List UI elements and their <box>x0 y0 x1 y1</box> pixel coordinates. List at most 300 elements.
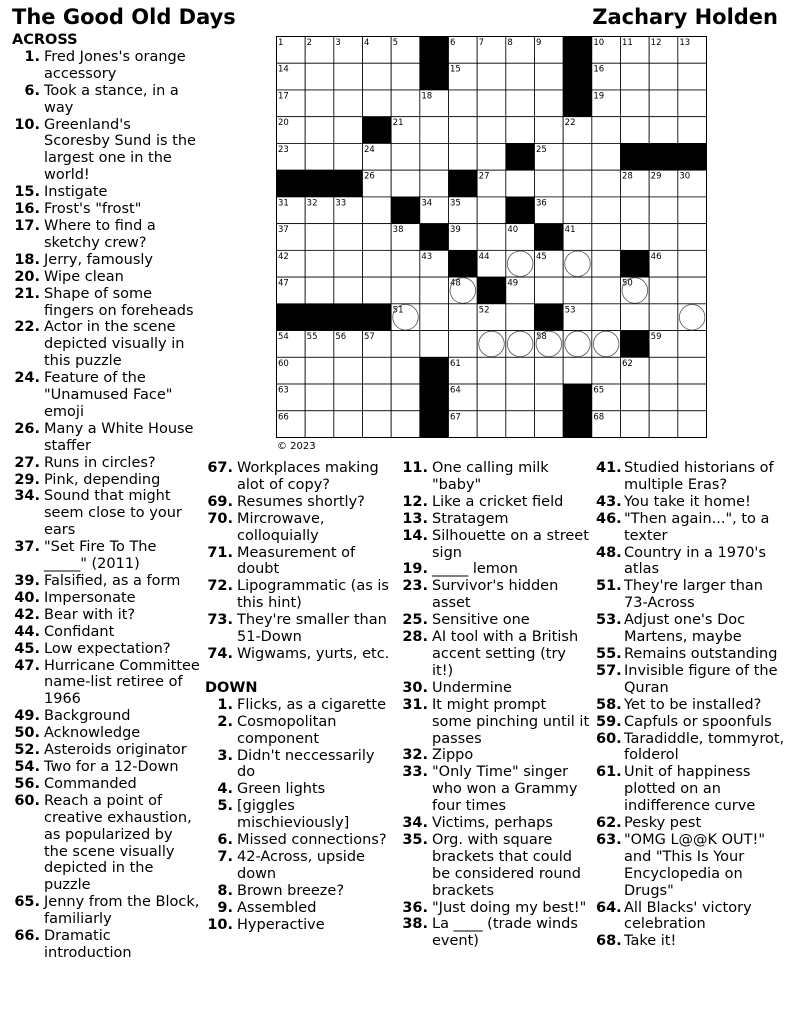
down-clue[interactable] <box>205 781 395 798</box>
clue-number: 71. <box>207 544 233 561</box>
grid-cell[interactable] <box>334 277 363 304</box>
down-clue[interactable] <box>400 612 590 629</box>
clue-number: 63. <box>596 831 622 848</box>
grid-cell[interactable] <box>334 384 363 411</box>
down-clue[interactable] <box>400 629 590 680</box>
clue-number: 67. <box>207 460 233 476</box>
grid-cell[interactable] <box>506 384 535 411</box>
clue-number: 5. <box>217 798 233 815</box>
grid-block <box>420 37 449 64</box>
across-clue[interactable] <box>12 421 200 455</box>
clue-number: 66. <box>14 928 40 945</box>
grid-cell[interactable] <box>592 117 621 144</box>
grid-cell[interactable] <box>449 331 478 358</box>
across-clue[interactable] <box>205 545 395 579</box>
clue-text: You take it home! <box>624 493 751 510</box>
grid-cell[interactable] <box>535 411 564 438</box>
cell-number: 36 <box>536 198 547 209</box>
grid-cell[interactable] <box>477 143 506 170</box>
down-clue[interactable] <box>205 917 395 934</box>
down-clue[interactable] <box>596 578 788 612</box>
across-clue[interactable] <box>12 117 200 185</box>
grid-cell[interactable] <box>678 90 707 117</box>
grid-cell[interactable] <box>305 384 334 411</box>
clue-text: Instigate <box>44 184 108 201</box>
grid-cell[interactable] <box>391 411 420 438</box>
grid-cell[interactable] <box>678 411 707 438</box>
grid-cell[interactable] <box>305 224 334 251</box>
grid-cell[interactable] <box>477 197 506 224</box>
grid-cell[interactable] <box>506 63 535 90</box>
grid-cell[interactable] <box>334 90 363 117</box>
clue-text: Jerry, famously <box>44 251 154 268</box>
grid-block <box>621 331 650 358</box>
across-clue[interactable] <box>12 201 200 218</box>
grid-cell[interactable] <box>363 384 392 411</box>
clue-text: Brown breeze? <box>237 882 345 899</box>
down-clue[interactable] <box>400 916 590 950</box>
grid-cell[interactable] <box>506 304 535 331</box>
down-clue[interactable] <box>400 680 590 697</box>
grid-cell[interactable] <box>678 117 707 144</box>
grid-cell[interactable] <box>592 250 621 277</box>
clue-text: They're smaller than 51-Down <box>237 612 387 646</box>
cell-number: 62 <box>622 358 633 369</box>
cell-number: 20 <box>278 118 289 129</box>
grid-cell[interactable] <box>621 90 650 117</box>
grid-cell[interactable] <box>649 224 678 251</box>
grid-cell[interactable] <box>305 143 334 170</box>
down-clue[interactable] <box>205 832 395 849</box>
down-clue[interactable] <box>205 714 395 748</box>
across-clue[interactable] <box>12 49 200 83</box>
grid-cell[interactable] <box>563 357 592 384</box>
cell-number: 23 <box>278 144 289 155</box>
grid-cell[interactable] <box>477 357 506 384</box>
grid-cell[interactable] <box>420 170 449 197</box>
down-clue[interactable] <box>400 528 590 562</box>
clue-text: Jenny from the Block, familiarly <box>44 894 200 928</box>
clue-text: Flicks, as a cigarette <box>237 696 387 713</box>
clue-text: Runs in circles? <box>44 454 156 471</box>
grid-cell[interactable] <box>363 277 392 304</box>
cell-number: 55 <box>306 332 318 343</box>
down-clue[interactable] <box>596 815 788 832</box>
grid-cell[interactable] <box>305 277 334 304</box>
grid-cell[interactable] <box>649 304 678 331</box>
clue-text: Actor in the scene depicted visually in this puzzle <box>44 319 185 370</box>
grid-cell[interactable] <box>363 411 392 438</box>
across-clue[interactable] <box>205 612 395 646</box>
grid-cell[interactable] <box>678 304 707 331</box>
across-clue[interactable] <box>12 759 200 776</box>
clue-text: Two for a 12-Down <box>44 758 179 775</box>
grid-cell[interactable] <box>592 331 621 358</box>
grid-cell[interactable] <box>563 170 592 197</box>
down-clue[interactable] <box>596 731 788 765</box>
grid-cell[interactable] <box>477 224 506 251</box>
across-clue[interactable] <box>12 658 200 709</box>
across-clue[interactable] <box>12 472 200 489</box>
grid-cell[interactable] <box>592 224 621 251</box>
cell-number: 45 <box>536 251 547 262</box>
clue-number: 41. <box>596 460 622 476</box>
cell-number: 7 <box>478 38 485 48</box>
down-clue[interactable] <box>400 561 590 578</box>
clue-number: 12. <box>402 493 428 510</box>
grid-cell[interactable] <box>477 90 506 117</box>
clue-number: 43. <box>596 493 622 510</box>
grid-cell[interactable] <box>391 277 420 304</box>
cell-number: 4 <box>364 38 370 48</box>
grid-cell[interactable] <box>535 117 564 144</box>
grid-cell[interactable] <box>678 331 707 358</box>
clue-text: Green lights <box>237 781 326 798</box>
grid-cell[interactable] <box>477 331 506 358</box>
grid-cell[interactable] <box>678 250 707 277</box>
grid-cell[interactable] <box>334 143 363 170</box>
grid-cell[interactable] <box>678 224 707 251</box>
author-name: Zachary Holden <box>592 5 778 29</box>
grid-cell[interactable] <box>391 331 420 358</box>
grid-cell[interactable] <box>649 90 678 117</box>
across-clue[interactable] <box>12 742 200 759</box>
grid-cell[interactable] <box>391 63 420 90</box>
cell-number: 8 <box>507 38 513 48</box>
grid-cell[interactable] <box>649 117 678 144</box>
across-clue[interactable] <box>205 578 395 612</box>
down-clue[interactable] <box>400 511 590 528</box>
down-clue[interactable] <box>596 460 788 494</box>
down-clue[interactable] <box>205 849 395 883</box>
down-clue[interactable] <box>400 494 590 511</box>
down-clue[interactable] <box>596 900 788 934</box>
grid-cell[interactable] <box>506 90 535 117</box>
grid-cell[interactable] <box>649 384 678 411</box>
grid-cell[interactable] <box>334 250 363 277</box>
grid-cell[interactable] <box>334 357 363 384</box>
grid-cell[interactable] <box>363 250 392 277</box>
down-clue[interactable] <box>205 900 395 917</box>
cell-number: 9 <box>536 38 542 48</box>
clue-number: 8. <box>217 882 233 899</box>
clue-text: It might prompt some pinching until it passes <box>432 696 590 747</box>
across-clue[interactable] <box>12 928 200 962</box>
cell-number: 24 <box>364 144 375 155</box>
clue-number: 47. <box>14 657 40 674</box>
grid-cell[interactable] <box>363 357 392 384</box>
grid-cell[interactable] <box>592 277 621 304</box>
clue-text: Yet to be installed? <box>624 696 762 713</box>
across-clue[interactable] <box>205 511 395 545</box>
grid-block <box>621 250 650 277</box>
grid-cell[interactable] <box>420 277 449 304</box>
cell-number: 41 <box>564 225 576 236</box>
across-clue[interactable] <box>12 218 200 252</box>
clue-number: 29. <box>14 471 40 488</box>
grid-cell[interactable] <box>391 357 420 384</box>
down-clue[interactable] <box>400 460 590 494</box>
grid-cell[interactable] <box>363 197 392 224</box>
across-clue[interactable] <box>12 894 200 928</box>
grid-cell[interactable] <box>678 277 707 304</box>
grid-cell[interactable] <box>305 63 334 90</box>
grid-cell[interactable] <box>621 224 650 251</box>
across-clue[interactable] <box>12 624 200 641</box>
grid-cell[interactable] <box>363 224 392 251</box>
down-clue[interactable] <box>596 714 788 731</box>
across-clue[interactable] <box>12 793 200 894</box>
grid-cell[interactable] <box>334 411 363 438</box>
across-clue[interactable] <box>12 641 200 658</box>
grid-cell[interactable] <box>391 250 420 277</box>
grid-cell[interactable] <box>305 411 334 438</box>
clue-text: Like a cricket field <box>432 493 564 510</box>
grid-cell[interactable] <box>363 90 392 117</box>
clue-text: Hyperactive <box>237 916 325 933</box>
grid-cell[interactable] <box>535 170 564 197</box>
grid-cell[interactable] <box>449 90 478 117</box>
cell-number: 52 <box>478 305 490 316</box>
grid-cell[interactable] <box>420 304 449 331</box>
across-clue[interactable] <box>12 590 200 607</box>
down-clue[interactable] <box>596 764 788 815</box>
grid-cell[interactable] <box>649 63 678 90</box>
grid-cell[interactable] <box>621 63 650 90</box>
clue-text: All Blacks' victory celebration <box>624 899 752 933</box>
across-clue[interactable] <box>12 488 200 539</box>
across-clue[interactable] <box>12 83 200 117</box>
grid-cell[interactable] <box>592 197 621 224</box>
grid-cell[interactable] <box>334 224 363 251</box>
down-clue[interactable] <box>400 832 590 900</box>
grid-cell[interactable] <box>305 250 334 277</box>
grid-cell[interactable] <box>506 117 535 144</box>
clue-number: 60. <box>14 792 40 809</box>
grid-cell[interactable] <box>678 63 707 90</box>
grid-cell[interactable] <box>563 250 592 277</box>
across-clue[interactable] <box>205 494 395 511</box>
grid-cell[interactable] <box>506 357 535 384</box>
grid-cell[interactable] <box>449 304 478 331</box>
grid-cell[interactable] <box>420 143 449 170</box>
clue-number: 27. <box>14 454 40 471</box>
cell-number: 1 <box>278 38 284 48</box>
across-clue[interactable] <box>12 184 200 201</box>
across-heading: ACROSS <box>12 32 78 48</box>
down-clue[interactable] <box>205 697 395 714</box>
cell-number: 66 <box>278 412 289 423</box>
down-clue[interactable] <box>205 748 395 782</box>
grid-cell[interactable] <box>477 63 506 90</box>
clue-text: Silhouette on a street sign <box>432 527 589 561</box>
grid-cell[interactable] <box>592 170 621 197</box>
grid-block <box>678 143 707 170</box>
down-clue[interactable] <box>205 798 395 832</box>
grid-cell[interactable] <box>621 117 650 144</box>
grid-cell[interactable] <box>678 197 707 224</box>
across-clue[interactable] <box>12 573 200 590</box>
grid-cell[interactable] <box>592 304 621 331</box>
grid-cell[interactable] <box>305 357 334 384</box>
grid-cell[interactable] <box>420 117 449 144</box>
grid-cell[interactable] <box>592 357 621 384</box>
down-clue[interactable] <box>205 883 395 900</box>
clue-text: _____ lemon <box>432 561 518 578</box>
grid-cell[interactable] <box>305 117 334 144</box>
clue-text: Acknowledge <box>44 725 141 742</box>
grid-cell[interactable] <box>678 357 707 384</box>
grid-cell[interactable] <box>535 384 564 411</box>
cell-number: 10 <box>593 38 605 48</box>
across-clue[interactable] <box>12 286 200 320</box>
down-clue[interactable] <box>400 578 590 612</box>
clue-text: Low expectation? <box>44 640 171 657</box>
grid-cell[interactable] <box>391 170 420 197</box>
grid-cell[interactable] <box>506 250 535 277</box>
clue-text: Lipogrammatic (as is this hint) <box>237 578 389 612</box>
clue-text: Invisible figure of the Quran <box>624 662 778 696</box>
down-clue[interactable] <box>596 832 788 900</box>
grid-block <box>449 250 478 277</box>
across-clue[interactable] <box>12 319 200 370</box>
cell-number: 39 <box>450 225 461 236</box>
grid-cell[interactable] <box>535 90 564 117</box>
clue-text: Confidant <box>44 623 115 640</box>
clue-text: They're larger than 73-Across <box>624 578 763 612</box>
clue-text: Undermine <box>432 679 512 696</box>
down-clue[interactable] <box>400 764 590 815</box>
grid-cell[interactable] <box>535 277 564 304</box>
clue-number: 34. <box>14 488 40 505</box>
clue-number: 32. <box>402 747 428 764</box>
grid-block <box>535 224 564 251</box>
cell-number: 21 <box>392 118 404 129</box>
clue-number: 73. <box>207 612 233 629</box>
grid-cell[interactable] <box>477 384 506 411</box>
clue-number: 40. <box>14 589 40 606</box>
grid-cell[interactable] <box>449 117 478 144</box>
down-clue[interactable] <box>400 900 590 917</box>
cell-number: 38 <box>392 225 404 236</box>
grid-cell[interactable] <box>449 143 478 170</box>
grid-cell[interactable] <box>649 411 678 438</box>
across-clue[interactable] <box>12 725 200 742</box>
cell-number: 64 <box>450 385 461 396</box>
across-clue[interactable] <box>12 539 200 573</box>
grid-cell[interactable] <box>506 331 535 358</box>
clue-column-3 <box>400 460 590 950</box>
grid-cell[interactable] <box>563 277 592 304</box>
clue-text: Cosmopolitan component <box>237 713 337 747</box>
clue-number: 34. <box>402 815 428 832</box>
across-clue[interactable] <box>12 269 200 286</box>
across-clue[interactable] <box>12 370 200 421</box>
clue-text: [giggles mischieviously] <box>237 798 350 832</box>
grid-cell[interactable] <box>563 143 592 170</box>
clue-number: 42. <box>14 606 40 623</box>
down-clue[interactable] <box>596 933 788 950</box>
puzzle-title: The Good Old Days <box>12 5 236 29</box>
grid-cell[interactable] <box>649 357 678 384</box>
grid-cell[interactable] <box>563 331 592 358</box>
clue-number: 37. <box>14 539 40 556</box>
clue-text: 42-Across, upside down <box>237 848 365 882</box>
down-clue[interactable] <box>400 747 590 764</box>
grid-cell[interactable] <box>506 411 535 438</box>
grid-block <box>449 170 478 197</box>
down-clue[interactable] <box>596 494 788 511</box>
grid-cell[interactable] <box>334 117 363 144</box>
across-clue[interactable] <box>205 460 395 494</box>
grid-cell[interactable] <box>477 117 506 144</box>
clue-text: "Set Fire To The _____" (2011) <box>44 539 157 573</box>
grid-block <box>621 143 650 170</box>
across-clue[interactable] <box>12 776 200 793</box>
clue-text: Asteroids originator <box>44 742 187 759</box>
grid-cell[interactable] <box>563 197 592 224</box>
clue-text: Greenland's Scoresby Sund is the largest one in the world! <box>44 116 196 184</box>
down-clue[interactable] <box>400 697 590 748</box>
down-clue[interactable] <box>596 697 788 714</box>
down-clue[interactable] <box>596 646 788 663</box>
grid-cell[interactable] <box>506 170 535 197</box>
down-clue[interactable] <box>596 612 788 646</box>
crossword-grid[interactable] <box>276 36 707 438</box>
grid-cell[interactable] <box>621 197 650 224</box>
down-clue[interactable] <box>596 663 788 697</box>
grid-block <box>305 170 334 197</box>
down-clue[interactable] <box>400 815 590 832</box>
grid-cell[interactable] <box>334 63 363 90</box>
grid-cell[interactable] <box>391 384 420 411</box>
grid-cell[interactable] <box>535 357 564 384</box>
cell-number: 60 <box>278 358 289 369</box>
cell-number: 14 <box>278 64 289 75</box>
cell-number: 31 <box>278 198 289 209</box>
grid-cell[interactable] <box>305 90 334 117</box>
grid-block <box>563 63 592 90</box>
clue-text: Capfuls or spoonfuls <box>624 713 772 730</box>
across-clue[interactable] <box>12 252 200 269</box>
grid-cell[interactable] <box>621 384 650 411</box>
grid-cell[interactable] <box>535 63 564 90</box>
grid-cell[interactable] <box>420 331 449 358</box>
grid-cell[interactable] <box>649 277 678 304</box>
cell-number: 49 <box>507 278 519 289</box>
across-clue[interactable] <box>12 607 200 624</box>
across-clue[interactable] <box>205 646 395 663</box>
down-clue[interactable] <box>596 511 788 545</box>
across-clue[interactable] <box>12 455 200 472</box>
grid-cell[interactable] <box>621 304 650 331</box>
cell-number: 40 <box>507 225 519 236</box>
grid-cell[interactable] <box>477 411 506 438</box>
across-clue[interactable] <box>12 708 200 725</box>
cell-number: 44 <box>478 251 490 262</box>
clue-number: 53. <box>596 612 622 629</box>
grid-cell[interactable] <box>621 411 650 438</box>
grid-cell[interactable] <box>391 90 420 117</box>
grid-cell[interactable] <box>649 197 678 224</box>
grid-cell[interactable] <box>363 63 392 90</box>
grid-cell[interactable] <box>592 143 621 170</box>
grid-cell[interactable] <box>391 143 420 170</box>
down-clue[interactable] <box>596 545 788 579</box>
grid-cell[interactable] <box>678 384 707 411</box>
cell-number: 18 <box>421 91 433 102</box>
cell-number: 12 <box>650 38 662 48</box>
